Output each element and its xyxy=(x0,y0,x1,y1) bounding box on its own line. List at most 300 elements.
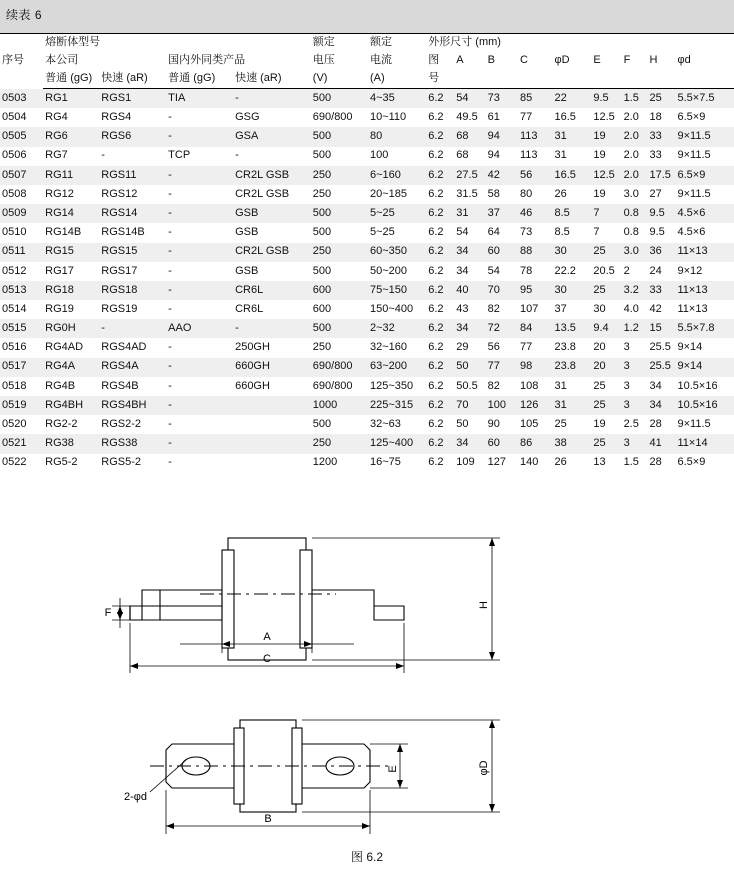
header-fast-aR-1: 快速 (aR) xyxy=(99,70,166,89)
cell-C: 98 xyxy=(519,360,533,373)
cell-seq: 0505 xyxy=(2,130,27,143)
cell-D: 23.8 xyxy=(554,341,576,354)
cell-fig: 6.2 xyxy=(428,456,444,469)
cell-seq: 0519 xyxy=(2,398,27,411)
cell-fig: 6.2 xyxy=(428,418,444,430)
cell-m3: - xyxy=(168,168,172,181)
cell-seq: 0515 xyxy=(2,322,27,335)
header-dim-F: F xyxy=(623,54,631,67)
cell-D: 26 xyxy=(554,187,567,200)
cell-A: 70 xyxy=(456,398,469,411)
cell-B: 60 xyxy=(487,437,500,450)
cell-a: 100 xyxy=(369,149,389,162)
cell-C: 77 xyxy=(519,111,533,123)
cell-C: 126 xyxy=(519,398,539,411)
cell-B: 82 xyxy=(487,379,500,392)
cell-D: 22.2 xyxy=(554,264,576,277)
table-row xyxy=(0,262,734,281)
cell-d: 9×11.5 xyxy=(677,149,711,162)
cell-B: 58 xyxy=(487,187,500,200)
cell-v: 250 xyxy=(312,187,332,200)
table-row xyxy=(0,434,734,453)
cell-H: 41 xyxy=(649,437,662,450)
cell-a: 2~32 xyxy=(369,322,395,335)
cell-m4: CR2L GSB xyxy=(235,187,290,200)
cell-m1: RG15 xyxy=(45,245,74,258)
cell-v: 600 xyxy=(312,302,332,315)
cell-a: 150~400 xyxy=(369,302,414,315)
cell-m4 xyxy=(233,434,311,453)
cell-d: 9×11.5 xyxy=(677,418,711,430)
cell-m2: RGS4 xyxy=(101,111,132,123)
cell-seq: 0509 xyxy=(2,206,27,219)
fuse-spec-table xyxy=(0,33,734,473)
cell-B: 94 xyxy=(487,149,500,162)
cell-E: 20.5 xyxy=(593,264,615,277)
cell-F: 2.5 xyxy=(623,418,639,430)
cell-seq: 0504 xyxy=(2,111,27,123)
table-row xyxy=(0,454,734,473)
dim-label-B: B xyxy=(264,813,272,825)
cell-m1: RG11 xyxy=(45,168,74,181)
cell-E: 19 xyxy=(593,187,606,200)
cell-d: 9×11.5 xyxy=(677,130,711,143)
header-dim-B: B xyxy=(487,54,495,67)
cell-a: 63~200 xyxy=(369,360,407,373)
cell-A: 34 xyxy=(456,437,469,450)
cell-m2: - xyxy=(101,322,105,335)
cell-C: 95 xyxy=(519,283,533,296)
cell-m1: RG38 xyxy=(45,437,74,450)
table-row xyxy=(0,223,734,242)
cell-m3: - xyxy=(168,283,172,296)
cell-B: 70 xyxy=(487,283,500,296)
cell-m3: - xyxy=(168,360,172,373)
cell-v: 500 xyxy=(312,264,332,277)
cell-m4: - xyxy=(235,322,239,335)
cell-H: 25 xyxy=(649,91,662,104)
fuse-outline-figure xyxy=(0,528,734,893)
cell-H: 28 xyxy=(649,456,662,469)
cell-F: 1.5 xyxy=(623,456,639,469)
cell-C: 85 xyxy=(519,91,533,104)
cell-seq: 0514 xyxy=(2,302,27,315)
cell-E: 19 xyxy=(593,130,606,143)
cell-H: 36 xyxy=(649,245,662,258)
cell-m4: 660GH xyxy=(235,360,270,373)
cell-m3: - xyxy=(168,398,172,411)
cell-fig: 6.2 xyxy=(428,379,444,392)
cell-F: 3.0 xyxy=(623,187,639,200)
cell-m1: RG6 xyxy=(45,130,68,143)
cell-H: 9.5 xyxy=(649,206,665,219)
cell-m1: RG4A xyxy=(45,360,76,373)
cell-A: 50 xyxy=(456,360,469,373)
cell-fig: 6.2 xyxy=(428,341,444,354)
cell-H: 25.5 xyxy=(649,360,671,373)
cell-seq: 0507 xyxy=(2,168,27,181)
header-dim-A: A xyxy=(456,54,464,67)
cell-B: 94 xyxy=(487,130,500,143)
figure-svg xyxy=(0,528,734,893)
cell-d: 9×14 xyxy=(677,341,703,354)
cell-m4: GSA xyxy=(235,130,259,143)
cell-H: 27 xyxy=(649,187,662,200)
cell-A: 43 xyxy=(456,302,469,315)
cell-fig: 6.2 xyxy=(428,245,444,258)
table-row xyxy=(0,281,734,300)
cell-E: 12.5 xyxy=(593,168,615,181)
cell-d: 6.5×9 xyxy=(677,168,706,181)
cell-m4: GSG xyxy=(235,111,260,123)
table-header-row-3 xyxy=(0,70,734,89)
cell-m2: RGS18 xyxy=(101,283,138,296)
cell-v: 500 xyxy=(312,226,332,239)
cell-seq: 0520 xyxy=(2,418,27,430)
cell-m3: TCP xyxy=(168,149,191,162)
cell-v: 250 xyxy=(312,341,332,354)
cell-seq: 0503 xyxy=(2,91,27,104)
cell-A: 34 xyxy=(456,245,469,258)
header-dim-H: H xyxy=(649,54,658,67)
cell-E: 13 xyxy=(593,456,606,469)
cell-B: 90 xyxy=(487,418,500,430)
cell-H: 34 xyxy=(649,379,662,392)
header-dim-C: C xyxy=(519,54,528,67)
cell-E: 25 xyxy=(593,437,606,450)
cell-fig: 6.2 xyxy=(428,91,444,104)
cell-E: 19 xyxy=(593,149,606,162)
cell-d: 6.5×9 xyxy=(677,456,706,469)
cell-F: 2.0 xyxy=(623,111,639,123)
figure-caption: 图 6.2 xyxy=(350,850,384,864)
dim-label-E: E xyxy=(387,765,399,773)
cell-A: 68 xyxy=(456,149,469,162)
cell-H: 25.5 xyxy=(649,341,671,354)
cell-m4 xyxy=(233,396,311,415)
cell-d: 4.5×6 xyxy=(677,226,706,239)
header-rated-voltage-1: 额定 xyxy=(311,34,368,53)
cell-m3: - xyxy=(168,226,172,239)
cell-A: 31 xyxy=(456,206,469,219)
cell-seq: 0510 xyxy=(2,226,27,239)
cell-F: 1.5 xyxy=(623,91,639,104)
cell-m3: - xyxy=(168,130,172,143)
cell-F: 3 xyxy=(623,379,630,392)
header-dim-E: E xyxy=(593,54,601,67)
cell-m4 xyxy=(233,415,311,434)
cell-B: 37 xyxy=(487,206,500,219)
cell-d: 11×14 xyxy=(677,437,708,450)
cell-H: 33 xyxy=(649,283,662,296)
cell-m2: RGS6 xyxy=(101,130,132,143)
header-general-gG-2: 普通 (gG) xyxy=(166,70,233,89)
header-our-company: 本公司 xyxy=(45,54,79,67)
cell-d: 11×13 xyxy=(677,245,708,258)
cell-D: 8.5 xyxy=(554,206,570,219)
cell-H: 15 xyxy=(649,322,662,335)
cell-m3: - xyxy=(168,245,172,258)
header-dim-spacer xyxy=(454,70,734,89)
cell-C: 84 xyxy=(519,322,533,335)
cell-A: 50.5 xyxy=(456,379,478,392)
cell-fig: 6.2 xyxy=(428,360,444,373)
cell-m2: RGS2-2 xyxy=(101,418,142,430)
cell-A: 50 xyxy=(456,418,469,430)
cell-m2: RGS14B xyxy=(101,226,145,239)
cell-m4: GSB xyxy=(235,264,259,277)
header-fast-aR-2: 快速 (aR) xyxy=(233,70,311,89)
cell-v: 250 xyxy=(312,168,332,181)
cell-C: 105 xyxy=(519,418,539,430)
cell-F: 0.8 xyxy=(623,206,639,219)
cell-m2: RGS4A xyxy=(101,360,139,373)
dim-label-A: A xyxy=(263,631,271,643)
cell-H: 24 xyxy=(649,264,662,277)
cell-v: 500 xyxy=(312,206,332,219)
cell-B: 82 xyxy=(487,302,500,315)
cell-a: 50~200 xyxy=(369,264,407,277)
cell-C: 73 xyxy=(519,226,533,239)
cell-m1: RG7 xyxy=(45,149,68,162)
table-header-row-2 xyxy=(0,52,734,70)
cell-m4: 250GH xyxy=(235,341,270,354)
cell-D: 30 xyxy=(554,245,567,258)
cell-seq: 0522 xyxy=(2,456,27,469)
cell-H: 17.5 xyxy=(649,168,671,181)
cell-d: 5.5×7.5 xyxy=(677,91,715,104)
cell-H: 33 xyxy=(649,149,662,162)
cell-H: 42 xyxy=(649,302,662,315)
header-fig-1: 图 xyxy=(428,54,440,67)
cell-fig: 6.2 xyxy=(428,283,444,296)
cell-fig: 6.2 xyxy=(428,130,444,143)
cell-A: 54 xyxy=(456,91,469,104)
cell-C: 78 xyxy=(519,264,533,277)
cell-m2: RGS12 xyxy=(101,187,138,200)
cell-D: 37 xyxy=(554,302,567,315)
cell-D: 8.5 xyxy=(554,226,570,239)
cell-v: 500 xyxy=(312,130,332,143)
table-header-row-1 xyxy=(0,34,734,53)
cell-v: 500 xyxy=(312,322,332,335)
cell-C: 113 xyxy=(519,130,538,143)
cell-m4 xyxy=(233,454,311,473)
cell-d: 10.5×16 xyxy=(677,398,718,411)
table-row xyxy=(0,358,734,377)
cell-F: 3 xyxy=(623,398,630,411)
cell-d: 4.5×6 xyxy=(677,206,706,219)
cell-B: 54 xyxy=(487,264,500,277)
cell-B: 72 xyxy=(487,322,500,335)
cell-B: 127 xyxy=(487,456,506,469)
cell-m2: RGS17 xyxy=(101,264,138,277)
cell-seq: 0521 xyxy=(2,437,27,450)
cell-m2: RGS5-2 xyxy=(101,456,142,469)
cell-d: 11×13 xyxy=(677,302,708,315)
cell-H: 9.5 xyxy=(649,226,665,239)
cell-a: 32~160 xyxy=(369,341,407,354)
cell-A: 31.5 xyxy=(456,187,478,200)
cell-v: 500 xyxy=(312,418,332,430)
cell-fig: 6.2 xyxy=(428,168,444,181)
cell-F: 2.0 xyxy=(623,168,639,181)
cell-seq: 0513 xyxy=(2,283,27,296)
cell-d: 6.5×9 xyxy=(677,111,706,123)
header-model-group: 熔断体型号 xyxy=(43,34,311,53)
table-row xyxy=(0,127,734,146)
cell-A: 34 xyxy=(456,322,469,335)
cell-m4: CR2L GSB xyxy=(235,245,290,258)
cell-a: 4~35 xyxy=(369,91,395,104)
cell-B: 100 xyxy=(487,398,506,411)
cell-seq: 0517 xyxy=(2,360,27,373)
cell-E: 20 xyxy=(593,360,606,373)
cell-H: 28 xyxy=(649,418,662,430)
cell-m4: GSB xyxy=(235,226,259,239)
cell-m3: AAO xyxy=(168,322,192,335)
cell-m4: CR6L xyxy=(235,302,264,315)
cell-a: 5~25 xyxy=(369,226,395,239)
cell-D: 13.5 xyxy=(554,322,576,335)
cell-E: 25 xyxy=(593,245,606,258)
cell-v: 500 xyxy=(312,149,332,162)
cell-v: 1200 xyxy=(312,456,338,469)
cell-E: 25 xyxy=(593,398,606,411)
cell-fig: 6.2 xyxy=(428,111,444,123)
cell-d: 11×13 xyxy=(677,283,708,296)
cell-d: 10.5×16 xyxy=(677,379,718,392)
cell-B: 64 xyxy=(487,226,500,239)
cell-a: 225~315 xyxy=(369,398,414,411)
cell-A: 68 xyxy=(456,130,469,143)
cell-v: 690/800 xyxy=(312,111,353,123)
cell-C: 46 xyxy=(519,206,533,219)
cell-fig: 6.2 xyxy=(428,437,444,450)
cell-m4: CR2L GSB xyxy=(235,168,290,181)
header-dimensions: 外形尺寸 (mm) xyxy=(426,34,734,53)
cell-F: 2.0 xyxy=(623,149,639,162)
cell-m1: RG17 xyxy=(45,264,74,277)
cell-v: 690/800 xyxy=(312,379,353,392)
cell-D: 31 xyxy=(554,130,567,143)
cell-F: 3.0 xyxy=(623,245,639,258)
cell-m1: RG12 xyxy=(45,187,74,200)
table-row xyxy=(0,108,734,127)
cell-a: 32~63 xyxy=(369,418,401,430)
cell-a: 75~150 xyxy=(369,283,407,296)
header-seq: 序号 xyxy=(0,34,43,89)
table-row xyxy=(0,89,734,109)
cell-a: 5~25 xyxy=(369,206,395,219)
cell-a: 80 xyxy=(369,130,383,143)
cell-F: 3 xyxy=(623,341,630,354)
cell-a: 20~185 xyxy=(369,187,407,200)
cell-H: 34 xyxy=(649,398,662,411)
cell-E: 7 xyxy=(593,206,600,219)
cell-m1: RG0H xyxy=(45,322,76,335)
cell-a: 10~110 xyxy=(369,111,407,123)
cell-d: 5.5×7.8 xyxy=(677,322,715,335)
cell-m3: - xyxy=(168,456,172,469)
cell-fig: 6.2 xyxy=(428,398,444,411)
cell-seq: 0516 xyxy=(2,341,27,354)
dim-label-F: F xyxy=(104,607,112,619)
cell-m1: RG5-2 xyxy=(45,456,78,469)
cell-E: 9.4 xyxy=(593,322,609,335)
cell-m1: RG18 xyxy=(45,283,74,296)
header-dim-phiD: φD xyxy=(554,54,570,67)
cell-a: 16~75 xyxy=(369,456,401,469)
cell-E: 12.5 xyxy=(593,111,615,123)
table-row xyxy=(0,415,734,434)
header-rated-voltage-2: 电压 xyxy=(312,54,335,67)
cell-m4: - xyxy=(235,149,239,162)
cell-m3: - xyxy=(168,341,172,354)
cell-C: 108 xyxy=(519,379,539,392)
cell-fig: 6.2 xyxy=(428,187,444,200)
cell-m4: - xyxy=(235,91,239,104)
cell-E: 25 xyxy=(593,283,606,296)
table-row xyxy=(0,166,734,185)
cell-a: 6~160 xyxy=(369,168,401,181)
table-row xyxy=(0,377,734,396)
cell-m1: RG4 xyxy=(45,111,68,123)
cell-B: 61 xyxy=(487,111,500,123)
cell-seq: 0512 xyxy=(2,264,27,277)
cell-D: 31 xyxy=(554,398,567,411)
cell-F: 1.2 xyxy=(623,322,639,335)
cell-E: 9.5 xyxy=(593,91,609,104)
cell-F: 3 xyxy=(623,360,630,373)
table-row xyxy=(0,204,734,223)
cell-m3: - xyxy=(168,302,172,315)
cell-A: 29 xyxy=(456,341,469,354)
cell-m1: RG2-2 xyxy=(45,418,78,430)
cell-m3: - xyxy=(168,187,172,200)
spec-table-wrapper xyxy=(0,33,734,473)
cell-A: 109 xyxy=(456,456,475,469)
cell-m2: RGS11 xyxy=(101,168,137,181)
cell-C: 140 xyxy=(519,456,539,469)
cell-D: 23.8 xyxy=(554,360,576,373)
cell-m3: - xyxy=(168,111,172,123)
cell-B: 73 xyxy=(487,91,500,104)
dim-label-phiD: φD xyxy=(478,760,490,776)
cell-A: 49.5 xyxy=(456,111,478,123)
cell-C: 107 xyxy=(519,302,539,315)
continued-table-caption-bar xyxy=(0,0,734,33)
cell-A: 54 xyxy=(456,226,469,239)
table-row xyxy=(0,300,734,319)
cell-m3: - xyxy=(168,379,172,392)
dim-label-2-phid: 2-φd xyxy=(123,791,147,803)
header-voltage-unit: (V) xyxy=(311,70,368,89)
cell-a: 125~350 xyxy=(369,379,414,392)
cell-C: 86 xyxy=(519,437,533,450)
table-row xyxy=(0,185,734,204)
header-dim-phid: φd xyxy=(677,54,691,67)
cell-m2: RGS14 xyxy=(101,206,138,219)
cell-C: 56 xyxy=(519,168,533,181)
cell-fig: 6.2 xyxy=(428,302,444,315)
cell-F: 4.0 xyxy=(623,302,639,315)
cell-D: 22 xyxy=(554,91,567,104)
cell-d: 9×11.5 xyxy=(677,187,711,200)
cell-B: 56 xyxy=(487,341,500,354)
cell-C: 113 xyxy=(519,149,538,162)
cell-E: 7 xyxy=(593,226,600,239)
